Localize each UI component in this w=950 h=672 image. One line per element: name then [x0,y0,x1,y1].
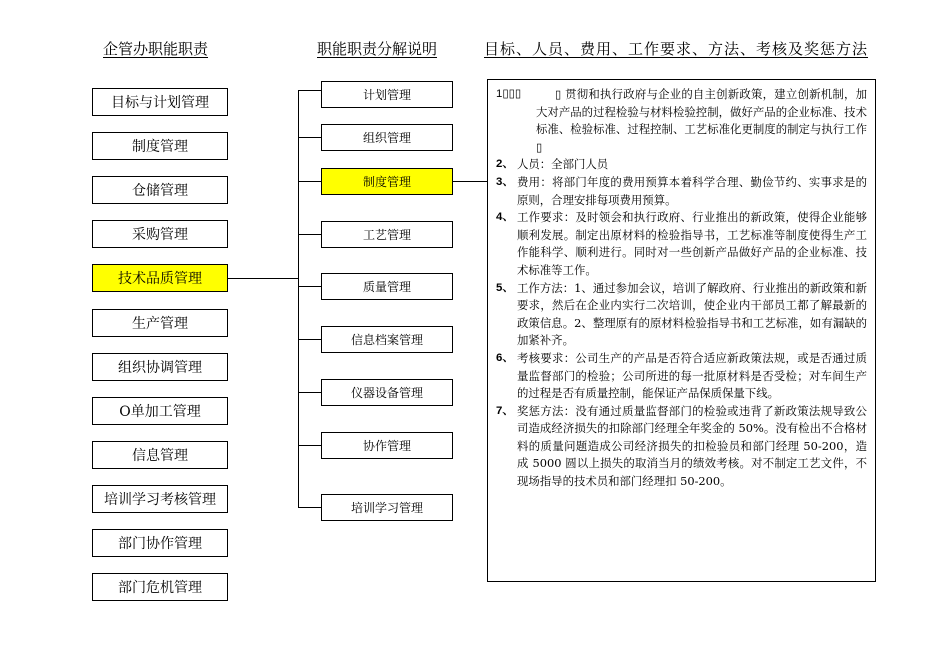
left-item-crisis: 部门危机管理 [92,573,228,601]
connector-middle-to-description [453,181,487,182]
description-item-text: 费用：将部门年度的费用预算本着科学合理、勤俭节约、实事求是的原则，合理安排每项费用预算。 [517,174,867,207]
middle-item-plan: 计划管理 [321,81,453,108]
bracket-tick [298,181,321,182]
description-item [496,209,867,279]
connector-left-to-bracket [228,278,298,279]
description-item [496,174,867,209]
description-item-text: 工作方法：1、通过参加会议，培训了解政府、行业推出的新政策和新要求，然后在企业内实行二次培训，使企业内干部员工都了解最新的政策信息。2、整理原有的原材料检验指导书和工艺标准，如有漏缺的加紧补齐。 [517,280,867,348]
left-item-information: 信息管理 [92,441,228,469]
middle-item-process: 工艺管理 [321,221,453,248]
description-panel [487,79,876,582]
description-item-number: 1▯▯▯ [496,88,522,100]
description-item [496,350,867,403]
description-item-number: 3、 [496,175,514,188]
description-item-text: 奖惩方法：没有通过质量监督部门的检验或违背了新政策法规导致公司造成经济损失的扣除部门经理全年奖金的 50%。没有检出不合格材料的质量问题造成公司经济损失的扣检验员和部门经理 50-200，造成 5000 圆以上损失的取消当月的绩效考核。对不制定工艺文件，不现场指导的技术员和部门经理扣 50-200。 [517,403,867,489]
left-item-coordination: 组织协调管理 [92,353,228,381]
description-item [496,156,867,174]
middle-item-organization: 组织管理 [321,124,453,151]
description-item-number: 7、 [496,404,514,417]
bracket-tick [298,392,321,393]
bracket-tick [298,90,321,91]
left-item-o-processing: O单加工管理 [92,397,228,425]
left-item-production: 生产管理 [92,309,228,337]
left-item-storage: 仓储管理 [92,176,228,204]
middle-item-archives: 信息档案管理 [321,326,453,353]
description-item-text: ▯ 贯彻和执行政府与企业的自主创新政策，建立创新机制，加大对产品的过程检验与材料检验控制，做好产品的企业标准、技术标准、检验标准、过程控制、工艺标准化更制度的制定与执行工作▯ [536,87,867,154]
description-item [496,86,867,156]
right-column-title: 目标、人员、费用、工作要求、方法、考核及奖惩方法 [484,40,869,58]
description-item-number: 2、 [496,158,514,171]
left-item-purchase: 采购管理 [92,220,228,248]
left-item-plan: 目标与计划管理 [92,88,228,116]
left-item-training: 培训学习考核管理 [92,485,228,513]
left-item-collaboration: 部门协作管理 [92,529,228,557]
description-item [496,403,867,491]
middle-item-collaboration: 协作管理 [321,432,453,459]
left-item-quality-highlighted: 技术品质管理 [92,264,228,292]
description-item-text: 人员：全部门人员 [517,157,609,172]
bracket-tick [298,507,321,508]
description-item-text: 考核要求：公司生产的产品是否符合适应新政策法规，或是否通过质量监督部门的检验；公司所进的每一批原材料是否受检；对车间生产的过程是否有质量控制，能保证产品保质保量下线。 [517,350,867,401]
description-item-number: 5、 [496,281,514,294]
middle-item-system-highlighted: 制度管理 [321,168,453,195]
description-item [496,280,867,350]
description-item-number: 6、 [496,351,514,364]
middle-item-quality: 质量管理 [321,273,453,300]
left-item-system: 制度管理 [92,132,228,160]
bracket-tick [298,234,321,235]
left-column-title: 企管办职能职责 [103,40,209,58]
middle-item-equipment: 仪器设备管理 [321,379,453,406]
description-item-text: 工作要求：及时领会和执行政府、行业推出的新政策，使得企业能够顺利发展。制定出原材料的检验指导书，工艺标准等制度使得生产工作能科学、顺利进行。同时对一些创新产品做好产品的企业标准、技术标准等工作。 [517,210,867,277]
middle-column-title: 职能职责分解说明 [317,40,438,58]
bracket-tick [298,137,321,138]
middle-item-training: 培训学习管理 [321,494,453,521]
bracket-tick [298,339,321,340]
description-item-number: 4、 [496,211,514,224]
bracket-tick [298,445,321,446]
bracket-tick [298,286,321,287]
